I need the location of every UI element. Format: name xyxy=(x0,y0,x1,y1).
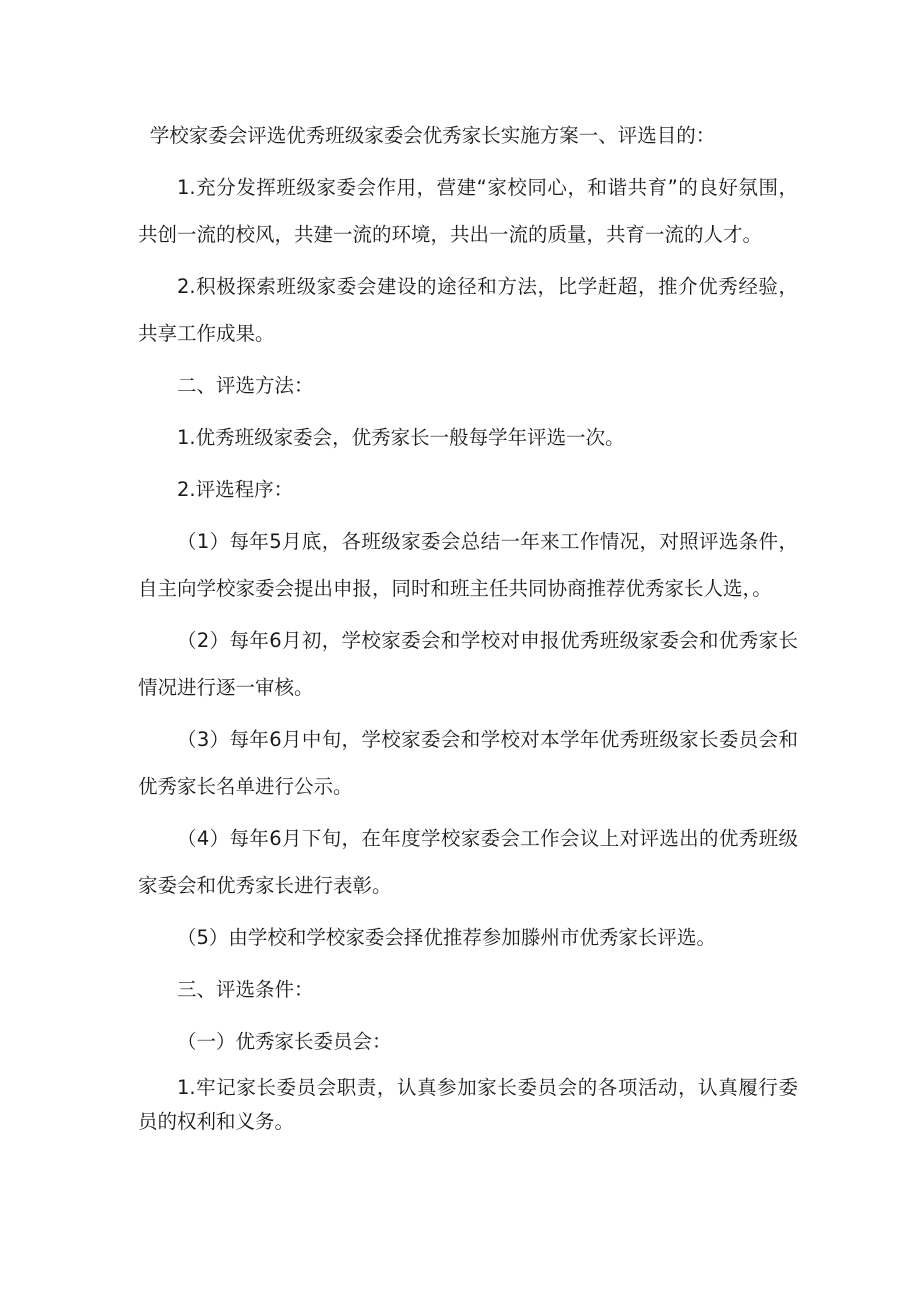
section-heading-method: 二、评选方法： xyxy=(177,374,314,397)
paragraph-procedure-2: （2）每年6月初，学校家委会和学校对申报优秀班级家委会和优秀家长情况进行逐一审核。 xyxy=(138,629,798,699)
paragraph-criteria-1: 1.牢记家长委员会职责，认真参加家长委员会的各项活动，认真履行委员的权利和义务。 xyxy=(138,1076,798,1133)
paragraph-procedure-3: （3）每年6月中旬，学校家委会和学校对本学年优秀班级家长委员会和优秀家长名单进行公示。 xyxy=(138,728,798,798)
paragraph-procedure-4: （4）每年6月下旬，在年度学校家委会工作会议上对评选出的优秀班级家委会和优秀家长进行表彰。 xyxy=(138,827,798,897)
document-title-line: 学校家委会评选优秀班级家委会优秀家长实施方案一、评选目的： xyxy=(149,124,716,147)
paragraph-purpose-1: 1.充分发挥班级家委会作用，营建“家校同心，和谐共育”的良好氛围，共创一流的校风，共建一流的环境，共出一流的质量，共育一流的人才。 xyxy=(138,176,798,246)
paragraph-method-1: 1.优秀班级家委会，优秀家长一般每学年评选一次。 xyxy=(177,426,625,449)
subsection-heading-committee: （一）优秀家长委员会： xyxy=(177,1030,392,1053)
paragraph-method-2: 2.评选程序： xyxy=(177,478,294,501)
paragraph-procedure-1: （1）每年5月底，各班级家委会总结一年来工作情况，对照评选条件，自主向学校家委会提出申报，同时和班主任共同协商推荐优秀家长人选，。 xyxy=(138,530,798,600)
paragraph-purpose-2: 2.积极探索班级家委会建设的途径和方法，比学赶超，推介优秀经验，共享工作成果。 xyxy=(138,275,798,345)
paragraph-procedure-5: （5）由学校和学校家委会择优推荐参加滕州市优秀家长评选。 xyxy=(177,926,716,949)
section-heading-criteria: 三、评选条件： xyxy=(177,978,314,1001)
document-body xyxy=(138,112,798,1144)
